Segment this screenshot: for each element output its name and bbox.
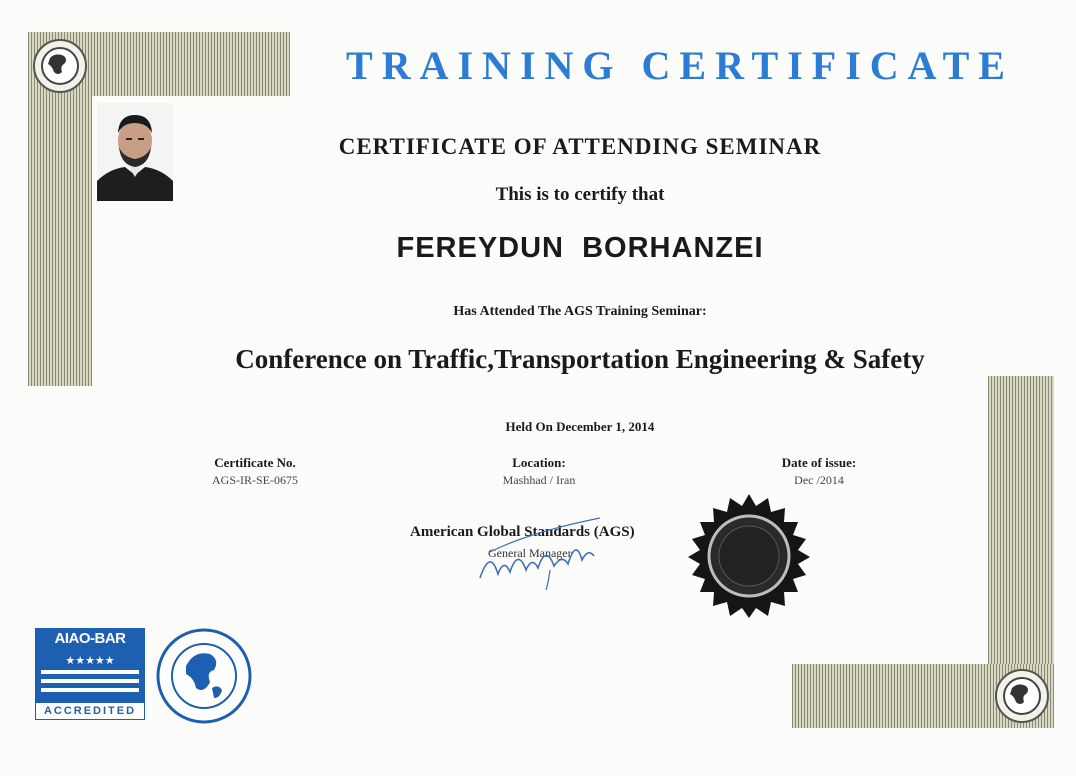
certify-statement: This is to certify that [495,184,665,205]
svg-text:★★★★★: ★★★★★ [65,654,115,667]
certificate-number-block [155,455,355,488]
attended-statement: Has Attended The AGS Training Seminar: [453,304,707,319]
ags-globe-badge-icon [154,628,254,724]
stars-and-stripes-icon [41,652,139,698]
official-seal [684,492,814,620]
recipient-name: FEREYDUN BORHANZEI [396,232,764,264]
location-label: Location: [512,455,566,470]
accredited-label: ACCREDITED [35,702,145,720]
aiao-bar-accredited-badge [35,628,145,720]
location-value: Mashhad / Iran [502,473,576,487]
date-of-issue-value: Dec /2014 [794,473,844,487]
location-block [439,455,639,488]
signature [470,508,610,594]
certificate-title: TRAINING CERTIFICATE [346,43,1014,88]
issuer-organization: American Global Standards (AGS) [410,524,635,540]
held-on-date: Held On December 1, 2014 [505,419,655,434]
date-of-issue-label: Date of issue: [781,455,857,470]
aiao-bar-label: AIAO-BAR [54,630,126,647]
issuer-role: General Manager [488,546,572,560]
bottom-right-corner-globe-icon [994,668,1050,724]
top-left-corner-globe-icon [32,38,88,94]
certificate-number-value: AGS-IR-SE-0675 [212,473,298,487]
course-title: Conference on Traffic,Transportation Engineering & Safety [235,344,925,374]
date-of-issue-block [719,455,919,488]
certificate-number-label: Certificate No. [214,455,296,470]
certificate-subtitle: CERTIFICATE OF ATTENDING SEMINAR [338,134,822,159]
